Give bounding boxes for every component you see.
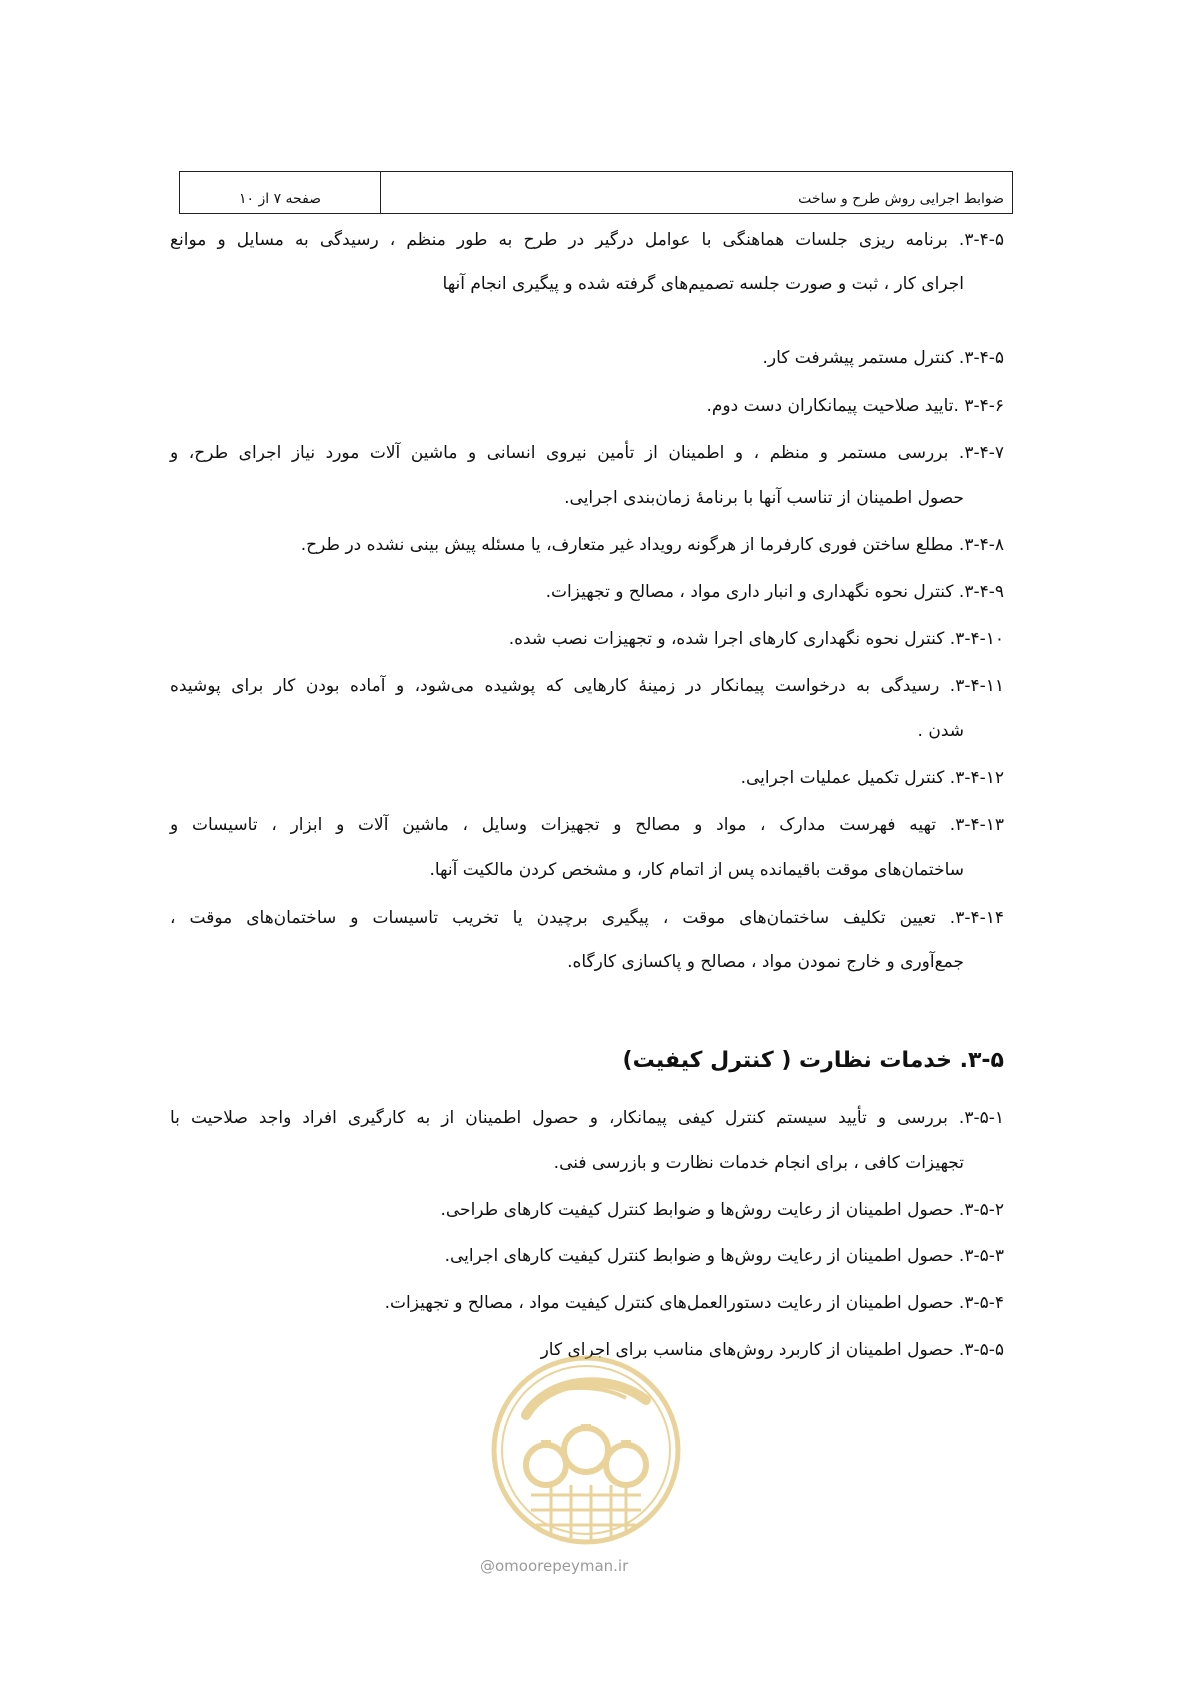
- item-3-4-8: ۳-۴-۸. مطلع ساختن فوری کارفرما از هرگونه رویداد غیر متعارف، یا مسئله پیش بینی نشده در طرح.: [300, 535, 1004, 555]
- item-3-4-5a-line1: ۳-۴-۵. برنامه ریزی جلسات هماهنگی با عوامل درگیر در طرح به طور منظم ، رسیدگی به مسایل و موانع: [170, 230, 1004, 250]
- item-3-4-13-line1: ۳-۴-۱۳. تهیه فهرست مدارک ، مواد و مصالح و تجهیزات وسایل ، ماشین آلات و ابزار ، تاسیسات و: [170, 815, 1004, 835]
- item-3-4-14-line1: ۳-۴-۱۴. تعیین تکلیف ساختمان‌های موقت ، پیگیری برچیدن یا تخریب تاسیسات و ساختمان‌های موقت ،: [170, 908, 1004, 928]
- item-3-5-2: ۳-۵-۲. حصول اطمینان از رعایت روش‌ها و ضوابط کنترل کیفیت کارهای طراحی.: [440, 1200, 1004, 1220]
- page-header-table: [179, 171, 1013, 214]
- item-3-4-5b: ۳-۴-۵. کنترل مستمر پیشرفت کار.: [762, 348, 1004, 368]
- item-3-4-10: ۳-۴-۱۰. کنترل نحوه نگهداری کارهای اجرا شده، و تجهیزات نصب شده.: [508, 629, 1004, 649]
- watermark-url: @omoorepeyman.ir: [480, 1557, 629, 1575]
- item-3-4-11-line1: ۳-۴-۱۱. رسیدگی به درخواست پیمانکار در زمینهٔ کارهایی که پوشیده می‌شود، و آماده بودن کار برای پوشیده: [170, 676, 1004, 696]
- watermark-logo: [486, 1340, 686, 1590]
- item-3-4-9: ۳-۴-۹. کنترل نحوه نگهداری و انبار داری مواد ، مصالح و تجهیزات.: [545, 582, 1004, 602]
- item-3-4-7-line1: ۳-۴-۷. بررسی مستمر و منظم ، و اطمینان از تأمین نیروی انسانی و ماشین آلات مورد نیاز اجرای طرح، و: [170, 443, 1004, 463]
- document-title: ضوابط اجرایی روش طرح و ساخت: [798, 191, 1004, 207]
- item-3-4-6: ۳-۴-۶ .تایید صلاحیت پیمانکاران دست دوم.: [706, 396, 1004, 416]
- item-3-5-1-line2: تجهیزات کافی ، برای انجام خدمات نظارت و بازرسی فنی.: [553, 1153, 964, 1173]
- item-3-4-5a-line2: اجرای کار ، ثبت و صورت جلسه تصمیم‌های گرفته شده و پیگیری انجام آنها: [442, 274, 964, 294]
- item-3-5-4: ۳-۵-۴. حصول اطمینان از رعایت دستورالعمل‌های کنترل کیفیت مواد ، مصالح و تجهیزات.: [384, 1293, 1004, 1313]
- item-3-5-5: ۳-۵-۵. حصول اطمینان از کاربرد روش‌های مناسب برای اجرای کار: [540, 1340, 1004, 1360]
- item-3-4-13-line2: ساختمان‌های موقت باقیمانده پس از اتمام کار، و مشخص کردن مالکیت آنها.: [429, 860, 964, 880]
- section-heading-3-5: ۳-۵. خدمات نظارت ( کنترل کیفیت): [622, 1048, 1004, 1073]
- item-3-5-3: ۳-۵-۳. حصول اطمینان از رعایت روش‌ها و ضوابط کنترل کیفیت کارهای اجرایی.: [444, 1246, 1004, 1266]
- item-3-4-14-line2: جمع‌آوری و خارج نمودن مواد ، مصالح و پاکسازی کارگاه.: [567, 952, 964, 972]
- item-3-4-12: ۳-۴-۱۲. کنترل تکمیل عملیات اجرایی.: [740, 768, 1004, 788]
- item-3-5-1-line1: ۳-۵-۱. بررسی و تأیید سیستم کنترل کیفی پیمانکار، و حصول اطمینان از به کارگیری افراد واجد صلاحیت با: [170, 1108, 1004, 1128]
- item-3-4-7-line2: حصول اطمینان از تناسب آنها با برنامهٔ زمان‌بندی اجرایی.: [564, 488, 964, 508]
- item-3-4-11-line2: شدن .: [917, 721, 964, 741]
- page-number: صفحه ۷ از ۱۰: [180, 172, 381, 213]
